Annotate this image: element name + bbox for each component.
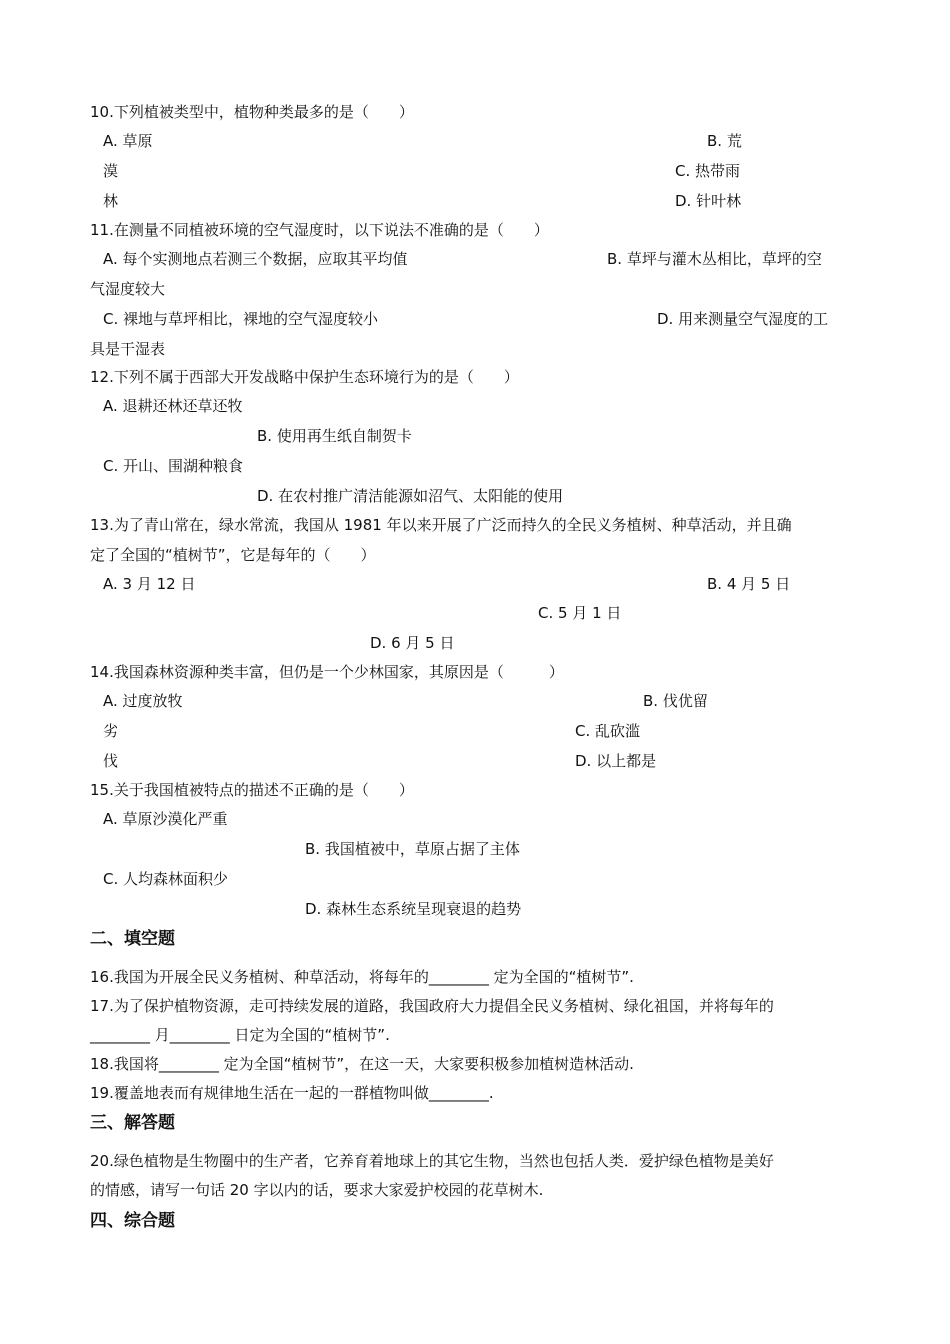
q17-line2: ________ 月________ 日定为全国的“植树节”. bbox=[90, 1026, 390, 1044]
q10-option-c-cont: 林 bbox=[103, 192, 119, 210]
q11-option-d-cont: 具是干湿表 bbox=[90, 340, 166, 358]
q14-option-c-cont: 伐 bbox=[103, 752, 119, 770]
q14-stem: 14.我国森林资源种类丰富，但仍是一个少林国家，其原因是（ ） bbox=[90, 663, 564, 681]
section-heading-comprehensive: 四、综合题 bbox=[90, 1211, 175, 1231]
q11-option-b: B. 草坪与灌木丛相比，草坪的空 bbox=[607, 250, 822, 268]
q19: 19.覆盖地表而有规律地生活在一起的一群植物叫做________. bbox=[90, 1084, 494, 1102]
q18: 18.我国将________ 定为全国“植树节”，在这一天，大家要积极参加植树造林活动. bbox=[90, 1055, 634, 1073]
q15-option-d: D. 森林生态系统呈现衰退的趋势 bbox=[305, 900, 522, 918]
q13-option-c: C. 5 月 1 日 bbox=[538, 604, 622, 622]
q15-option-b: B. 我国植被中，草原占据了主体 bbox=[305, 840, 520, 858]
q11-stem: 11.在测量不同植被环境的空气湿度时，以下说法不准确的是（ ） bbox=[90, 221, 549, 239]
q14-option-d: D. 以上都是 bbox=[575, 752, 657, 770]
q17-line1: 17.为了保护植物资源，走可持续发展的道路，我国政府大力提倡全民义务植树、绿化祖国，并将每年的 bbox=[90, 997, 774, 1015]
q10-stem: 10.下列植被类型中，植物种类最多的是（ ） bbox=[90, 103, 414, 121]
q12-option-c: C. 开山、围湖种粮食 bbox=[103, 457, 244, 475]
section-heading-answer: 三、解答题 bbox=[90, 1113, 175, 1133]
q14-option-b-cont: 劣 bbox=[103, 722, 119, 740]
q20-line1: 20.绿色植物是生物圈中的生产者，它养育着地球上的其它生物，当然也包括人类．爱护绿色植物是美好 bbox=[90, 1152, 774, 1170]
q15-stem: 15.关于我国植被特点的描述不正确的是（ ） bbox=[90, 781, 414, 799]
q10-option-c: C. 热带雨 bbox=[675, 162, 741, 180]
q15-option-a: A. 草原沙漠化严重 bbox=[103, 810, 228, 828]
q10-option-a: A. 草原 bbox=[103, 132, 153, 150]
q13-option-a: A. 3 月 12 日 bbox=[103, 575, 196, 593]
q11-option-d: D. 用来测量空气湿度的工 bbox=[657, 310, 829, 328]
q15-option-c: C. 人均森林面积少 bbox=[103, 870, 229, 888]
section-heading-fill-in: 二、填空题 bbox=[90, 929, 175, 949]
q12-option-a: A. 退耕还林还草还牧 bbox=[103, 397, 243, 415]
q16: 16.我国为开展全民义务植树、种草活动，将每年的________ 定为全国的“植树节”. bbox=[90, 968, 634, 986]
q10-option-b-cont: 漠 bbox=[103, 162, 119, 180]
q13-stem-line2: 定了全国的“植树节”，它是每年的（ ） bbox=[90, 546, 376, 564]
q20-line2: 的情感，请写一句话 20 字以内的话，要求大家爱护校园的花草树木. bbox=[90, 1181, 544, 1199]
q13-option-d: D. 6 月 5 日 bbox=[370, 634, 455, 652]
q14-option-a: A. 过度放牧 bbox=[103, 692, 183, 710]
q13-stem-line1: 13.为了青山常在，绿水常流，我国从 1981 年以来开展了广泛而持久的全民义务植树、种草活动，并且确 bbox=[90, 516, 792, 534]
q11-option-a: A. 每个实测地点若测三个数据，应取其平均值 bbox=[103, 250, 408, 268]
q13-option-b: B. 4 月 5 日 bbox=[707, 575, 791, 593]
q14-option-c: C. 乱砍滥 bbox=[575, 722, 641, 740]
q12-option-b: B. 使用再生纸自制贺卡 bbox=[257, 427, 412, 445]
q12-stem: 12.下列不属于西部大开发战略中保护生态环境行为的是（ ） bbox=[90, 368, 519, 386]
q11-option-b-cont: 气湿度较大 bbox=[90, 280, 166, 298]
q11-option-c: C. 裸地与草坪相比，裸地的空气湿度较小 bbox=[103, 310, 379, 328]
q10-option-b: B. 荒 bbox=[707, 132, 742, 150]
q14-option-b: B. 伐优留 bbox=[643, 692, 708, 710]
q12-option-d: D. 在农村推广清洁能源如沼气、太阳能的使用 bbox=[257, 487, 564, 505]
q10-option-d: D. 针叶林 bbox=[675, 192, 742, 210]
